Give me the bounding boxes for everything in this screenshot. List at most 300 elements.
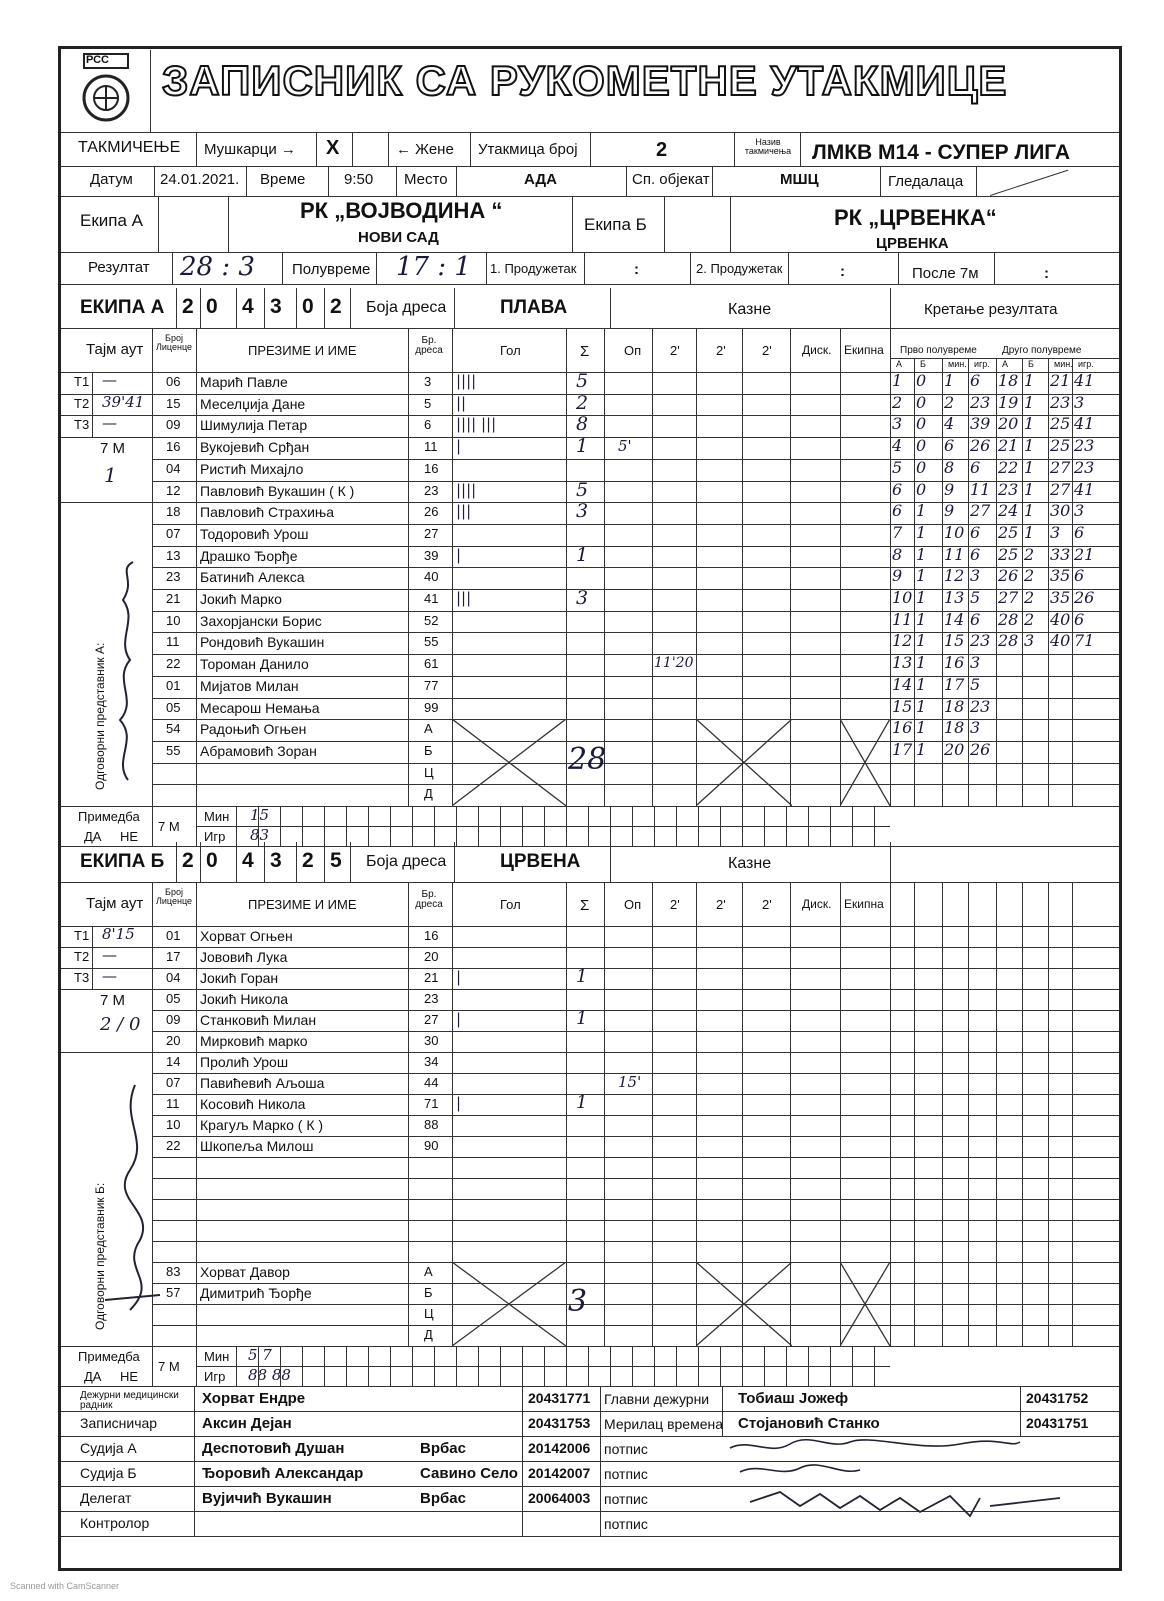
grid-line: [61, 1386, 1119, 1387]
progress-cell: 11: [970, 479, 991, 499]
men-mark: X: [326, 137, 340, 159]
progress-cell: 1: [916, 718, 927, 738]
progress-cell: 13: [892, 653, 913, 673]
grid-line: [588, 1346, 589, 1386]
second-half-header: Друго полувреме: [1002, 345, 1082, 356]
player-warning: 15': [618, 1073, 642, 1091]
progress-cell: 23: [970, 392, 991, 412]
progress-cell: 19: [998, 392, 1019, 412]
team_a-jersey-color: ПЛАВА: [500, 297, 568, 318]
progress-cell: 15: [944, 631, 965, 651]
progress-cell: 7: [892, 522, 903, 542]
player-license: 11: [166, 634, 180, 650]
grid-line: [996, 882, 997, 1346]
date-value: 24.01.2021.: [160, 171, 240, 188]
remark-label: Примедба: [78, 1349, 140, 1364]
grid-line: [610, 288, 611, 328]
remark-no: НЕ: [120, 829, 139, 844]
player-goal-sum: 1: [576, 543, 589, 566]
grid-line: [61, 989, 155, 990]
progress-cell: 9: [944, 501, 955, 521]
progress-cell: 3: [970, 718, 981, 738]
team_a-team-pen-header: Екипна: [844, 343, 884, 357]
grid-line: [258, 1346, 259, 1386]
grid-line: [172, 252, 173, 284]
progress-cell: 1: [916, 609, 927, 629]
grid-line: [522, 806, 523, 846]
grid-line: [800, 132, 801, 166]
grid-line: [236, 806, 237, 846]
progress-cell: 26: [970, 436, 991, 456]
team_a-timeout-header: Тајм аут: [86, 341, 144, 358]
progress-cell: 15: [892, 696, 913, 716]
progress-cell: 26: [1074, 588, 1095, 607]
progress-cell: 3: [970, 653, 981, 673]
grid-line: [200, 842, 201, 882]
remark-yes: ДА: [84, 829, 102, 844]
official-license: 20431771: [528, 1390, 591, 1406]
grid-line: [61, 882, 1119, 883]
team_a-2min-header: 2': [716, 343, 726, 358]
official-name: Хорват Ендре: [202, 1390, 306, 1407]
grid-line: [328, 166, 329, 196]
grid-line: [544, 806, 545, 846]
team_a-penalties-label: Казне: [728, 301, 772, 318]
grid-line: [61, 1411, 1119, 1412]
grid-line: [500, 806, 501, 846]
grid-line: [152, 1220, 1119, 1221]
grid-line: [296, 288, 297, 328]
overtime2-label: 2. Продужетак: [696, 261, 783, 276]
progress-cell: 2: [1024, 588, 1035, 607]
first-half-header: Прво полувреме: [900, 345, 977, 356]
player-license: 55: [166, 742, 181, 758]
progress-cell: 6: [970, 544, 981, 564]
team_b-code-digit: 2: [302, 849, 314, 872]
grid-line: [632, 806, 633, 846]
grid-line: [296, 842, 297, 882]
team_a-label: ЕКИПА А: [80, 297, 165, 318]
player-name: Захорјански Борис: [200, 612, 322, 629]
team_b-timeout-header: Тајм аут: [86, 895, 144, 912]
grid-line: [154, 166, 155, 196]
progress-cell: 3: [1024, 631, 1035, 651]
player-name: Пролић Урош: [200, 1054, 289, 1070]
grid-line: [152, 989, 1119, 990]
player-jersey-number: 44: [424, 1075, 439, 1090]
player-goal-tally: |: [456, 437, 462, 456]
official-letter: А: [424, 1264, 433, 1279]
competition-label: ТАКМИЧЕЊЕ: [78, 139, 181, 156]
player-name: Тороман Данило: [200, 656, 309, 673]
grid-line: [388, 132, 389, 166]
team_a-code-digit: 0: [302, 295, 314, 318]
grid-line: [350, 842, 351, 882]
venue-label: Сп. објекат: [632, 171, 710, 188]
grid-line: [150, 50, 151, 132]
player-name: Мирковић марко: [200, 1033, 308, 1049]
grid-line: [590, 132, 591, 166]
grid-line: [434, 1346, 435, 1386]
player-license: 13: [166, 547, 181, 563]
player-license: 07: [166, 1075, 181, 1090]
progress-cell: 1: [916, 522, 927, 542]
progress-cell: 0: [916, 371, 927, 390]
grid-line: [968, 358, 969, 806]
timeout-slot-label: T3: [74, 970, 90, 985]
player-jersey-number: Ц: [424, 764, 434, 780]
player-goal-tally: |||: [456, 589, 472, 607]
official-right-role: Мерилац времена: [604, 1416, 724, 1432]
progress-cell: 1: [1024, 522, 1035, 542]
official-role-label: Судија Б: [80, 1465, 137, 1481]
grid-line: [152, 763, 1119, 764]
progress-cell: 6: [970, 522, 981, 542]
player-name: Рондовић Вукашин: [200, 634, 325, 651]
grid-line: [786, 1346, 787, 1386]
team_a-code-digit: 2: [182, 295, 194, 318]
player-license: 11: [166, 1096, 180, 1111]
player-name: Павловић Вукашин ( К ): [200, 482, 355, 499]
grid-line: [544, 1346, 545, 1386]
progress-cell: 23: [970, 631, 991, 651]
player-name: Драшко Ђорђе: [200, 547, 298, 564]
remark-yes: ДА: [84, 1369, 102, 1384]
grid-line: [626, 166, 627, 196]
grid-line: [898, 252, 899, 284]
grid-line: [676, 806, 677, 846]
team_a-code-digit: 3: [270, 295, 282, 318]
player-license: 22: [166, 656, 181, 672]
grid-line: [942, 358, 943, 806]
official-role-label: Делегат: [80, 1490, 132, 1506]
official-role-label: Дежурни медицински радник: [80, 1390, 179, 1411]
player-name: Хорват Огњен: [200, 928, 293, 944]
official-name: Вујичић Вукашин: [202, 1490, 332, 1507]
player-goal-sum: 1: [576, 435, 589, 458]
grid-line: [152, 1010, 1119, 1011]
grid-line: [61, 1536, 1119, 1537]
progress-cell: 9: [944, 479, 955, 499]
penalty-cross-out: [696, 1262, 792, 1346]
official-right-role: потпис: [604, 1466, 648, 1482]
player-license: 22: [166, 1138, 181, 1153]
player-jersey-number: Б: [424, 742, 433, 758]
progress-cell: 0: [916, 392, 927, 412]
7m-player: 83: [250, 826, 270, 844]
player-jersey-number: 23: [424, 482, 439, 498]
player-goal-sum: 3: [576, 587, 589, 609]
team-a-city: НОВИ САД: [358, 229, 439, 246]
official-place: Врбас: [420, 1440, 466, 1457]
player-license: 14: [166, 1054, 181, 1069]
player-license: 04: [166, 970, 181, 985]
scanner-watermark: Scanned with CamScanner: [10, 1581, 120, 1591]
player-name: Батинић Алекса: [200, 569, 305, 586]
grid-line: [808, 1346, 809, 1386]
player-license: 12: [166, 482, 181, 498]
7m-minute: 15: [250, 806, 270, 824]
official-right-role: потпис: [604, 1441, 648, 1457]
progress-cell: 14: [944, 609, 965, 629]
progress-cell: 1: [892, 371, 903, 390]
player-name: Станковић Милан: [200, 1012, 317, 1028]
timeout-value: 8'15: [102, 925, 135, 943]
player-goal-sum: 2: [576, 391, 589, 414]
overtime2-score: :: [840, 263, 845, 280]
progress-cell: 18: [944, 718, 965, 738]
progress-cell: 1: [916, 674, 927, 694]
official-right-name: Стојановић Станко: [738, 1415, 880, 1432]
progress-cell: 27: [970, 501, 991, 521]
grid-line: [478, 1346, 479, 1386]
player-name: Јововић Лука: [200, 949, 288, 965]
team_a-goal-header: Гол: [500, 343, 521, 358]
progress-cell: 8: [944, 457, 955, 477]
progress-cell: 3: [1050, 522, 1061, 542]
player-name: Радоњић Огњен: [200, 721, 307, 738]
progress-col-header: Б: [920, 359, 926, 369]
progress-cell: 2: [1024, 566, 1035, 586]
grid-line: [152, 1262, 1119, 1263]
team-a-representative-signature: [108, 560, 148, 790]
progress-cell: 6: [944, 436, 955, 456]
result-label: Резултат: [88, 259, 150, 276]
timeout-slot-label: T2: [74, 949, 90, 964]
team_a-name-header: ПРЕЗИМЕ И ИМЕ: [248, 343, 357, 358]
progress-cell: 0: [916, 479, 927, 499]
team_a-disq-header: Диск.: [802, 343, 832, 357]
grid-line: [566, 806, 567, 846]
player-name: Јокић Марко: [200, 591, 282, 607]
grid-line: [632, 1346, 633, 1386]
7m-label: 7 М: [100, 992, 126, 1009]
progress-col-header: мин.: [948, 359, 967, 369]
progress-cell: 26: [970, 739, 991, 759]
player-jersey-number: 26: [424, 504, 439, 520]
progress-cell: 2: [892, 392, 903, 412]
progress-col-header: А: [896, 359, 903, 369]
grid-line: [652, 882, 653, 1346]
team-a-total-goals: 28: [568, 741, 607, 777]
official-license: 83: [166, 1264, 181, 1279]
grid-line: [852, 1346, 853, 1386]
player-jersey-number: 55: [424, 634, 439, 650]
team-b-label: Екипа Б: [584, 215, 647, 234]
grid-line: [152, 1178, 1119, 1179]
grid-line: [712, 166, 713, 196]
player-name: Павловић Страхиња: [200, 504, 335, 521]
timeout-slot-label: T3: [74, 417, 90, 433]
team_b-license-header: Број Лиценце: [155, 887, 193, 906]
progress-cell: 6: [1074, 609, 1085, 629]
official-letter: Ц: [424, 1306, 434, 1321]
time-value: 9:50: [344, 171, 374, 188]
grid-line: [600, 1386, 601, 1536]
grid-line: [742, 1346, 743, 1386]
grid-line: [61, 328, 1119, 329]
grid-line: [264, 842, 265, 882]
grid-line: [152, 784, 1119, 785]
grid-line: [890, 288, 891, 328]
progress-cell: 5: [970, 588, 981, 607]
player-goal-tally: ||||: [456, 480, 477, 499]
official-right-license: 20431752: [1026, 1390, 1089, 1406]
official-place: Врбас: [420, 1490, 466, 1507]
grid-line: [61, 846, 1119, 847]
progress-cell: 21: [1074, 544, 1095, 564]
grid-line: [1022, 882, 1023, 1346]
progress-cell: 4: [892, 436, 903, 456]
grid-line: [874, 1346, 875, 1386]
progress-cell: 1: [916, 588, 927, 607]
player-name: Вукојевић Срђан: [200, 439, 310, 456]
player-jersey-number: 27: [424, 1012, 439, 1027]
grid-line: [302, 1346, 303, 1386]
progress-cell: 1: [1024, 436, 1035, 456]
7m-value: 1: [104, 462, 117, 487]
official-name: Димитрић Ђорђе: [200, 1285, 312, 1301]
progress-cell: 12: [944, 566, 965, 586]
player-jersey-number: 6: [424, 417, 432, 433]
official-role-label: Контролор: [80, 1515, 150, 1531]
progress-cell: 11: [944, 544, 965, 564]
official-license: 20431753: [528, 1415, 591, 1431]
player-name: Мијатов Милан: [200, 677, 299, 694]
remark-no: НЕ: [120, 1369, 139, 1384]
player-jersey-number: 41: [424, 591, 439, 606]
progress-cell: 10: [892, 588, 913, 607]
after7m-label: После 7м: [912, 265, 979, 282]
grid-line: [352, 132, 353, 166]
grid-line: [236, 1346, 237, 1386]
progress-cell: 10: [944, 522, 965, 542]
grid-line: [1020, 1386, 1021, 1436]
player-name: Јокић Никола: [200, 991, 289, 1007]
progress-cell: 0: [916, 414, 927, 434]
player-goal-sum: 8: [576, 413, 589, 436]
player-jersey-number: 77: [424, 677, 439, 693]
grid-line: [302, 806, 303, 846]
player-goal-sum: 1: [576, 1008, 588, 1029]
grid-line: [228, 196, 229, 252]
grid-line: [890, 882, 891, 1346]
grid-line: [152, 806, 153, 846]
player-jersey-number: 39: [424, 547, 439, 563]
progress-cell: 26: [998, 566, 1019, 586]
progress-cell: 3: [892, 414, 903, 434]
player-jersey-number: 30: [424, 1033, 439, 1048]
team-b-total-goals: 3: [568, 1284, 588, 1319]
official-license: 20064003: [528, 1490, 591, 1506]
men-label: Мушкарци →: [204, 141, 296, 158]
progress-col-header: игр.: [974, 359, 990, 369]
progress-cell: 30: [1050, 501, 1071, 521]
grid-line: [61, 806, 890, 807]
progress-cell: 6: [970, 371, 981, 390]
overtime1-score: :: [634, 261, 639, 278]
player-license: 09: [166, 1012, 181, 1027]
grid-line: [720, 806, 721, 846]
progress-cell: 41: [1074, 371, 1095, 390]
player-license: 20: [166, 1033, 181, 1048]
grid-line: [346, 806, 347, 846]
player-name: Меселџија Дане: [200, 395, 306, 412]
remark-label: Примедба: [78, 809, 140, 824]
player-jersey-number: А: [424, 721, 433, 737]
grid-line: [698, 806, 699, 846]
grid-line: [764, 1346, 765, 1386]
player-name: Јокић Горан: [200, 970, 279, 986]
player-license: 10: [166, 1117, 181, 1132]
player-license: 17: [166, 949, 181, 964]
team_b-code-digit: 0: [206, 849, 218, 872]
grid-line: [994, 252, 995, 284]
progress-cell: 0: [916, 457, 927, 477]
grid-line: [92, 372, 93, 437]
goal-cross-out: [452, 719, 566, 806]
grid-line: [1072, 358, 1073, 806]
player-jersey-number: 11: [424, 439, 438, 455]
official-license: 57: [166, 1285, 181, 1300]
team_b-code-digit: 3: [270, 849, 282, 872]
grid-line: [654, 1346, 655, 1386]
player-goal-sum: 5: [576, 370, 589, 392]
grid-line: [880, 166, 881, 196]
date-label: Датум: [90, 171, 133, 188]
grid-line: [572, 196, 573, 252]
progress-cell: 22: [998, 457, 1019, 477]
progress-cell: 23: [1074, 436, 1095, 456]
grid-line: [676, 1346, 677, 1386]
grid-line: [152, 968, 1119, 969]
player-jersey-number: 71: [424, 1096, 439, 1111]
place-label: Место: [404, 171, 448, 188]
team-a-label: Екипа А: [80, 211, 143, 230]
min-label: Мин: [204, 809, 230, 824]
progress-cell: 28: [998, 609, 1019, 629]
timeout-value: —: [102, 946, 117, 964]
grid-line: [61, 196, 1119, 197]
team-penalty-cross-out: [840, 1262, 890, 1346]
progress-cell: 25: [1050, 414, 1071, 434]
progress-cell: 8: [892, 544, 903, 564]
grid-line: [470, 132, 471, 166]
progress-cell: 6: [892, 501, 903, 521]
progress-cell: 25: [998, 522, 1019, 542]
player-name: Марић Павле: [200, 374, 288, 390]
grid-line: [236, 288, 237, 328]
grid-line: [408, 882, 409, 1346]
goal-cross-out: [452, 1262, 566, 1346]
team_b-name-header: ПРЕЗИМЕ И ИМЕ: [248, 897, 357, 912]
grid-line: [324, 806, 325, 846]
progress-cell: 6: [892, 479, 903, 499]
grid-line: [61, 166, 1119, 167]
grid-line: [610, 842, 611, 882]
time-label: Време: [260, 171, 306, 188]
player-jersey-number: 99: [424, 699, 439, 715]
official-name: Деспотовић Душан: [202, 1440, 345, 1457]
team_a-2min-header: 2': [762, 343, 772, 358]
grid-line: [158, 196, 159, 252]
player-goal-tally: |: [456, 1010, 462, 1028]
team_a-code-digit: 2: [330, 295, 342, 318]
progress-cell: 35: [1050, 566, 1071, 586]
timeout-slot-label: T1: [74, 928, 90, 943]
progress-cell: 1: [916, 653, 927, 673]
player-jersey-number: 52: [424, 612, 439, 628]
